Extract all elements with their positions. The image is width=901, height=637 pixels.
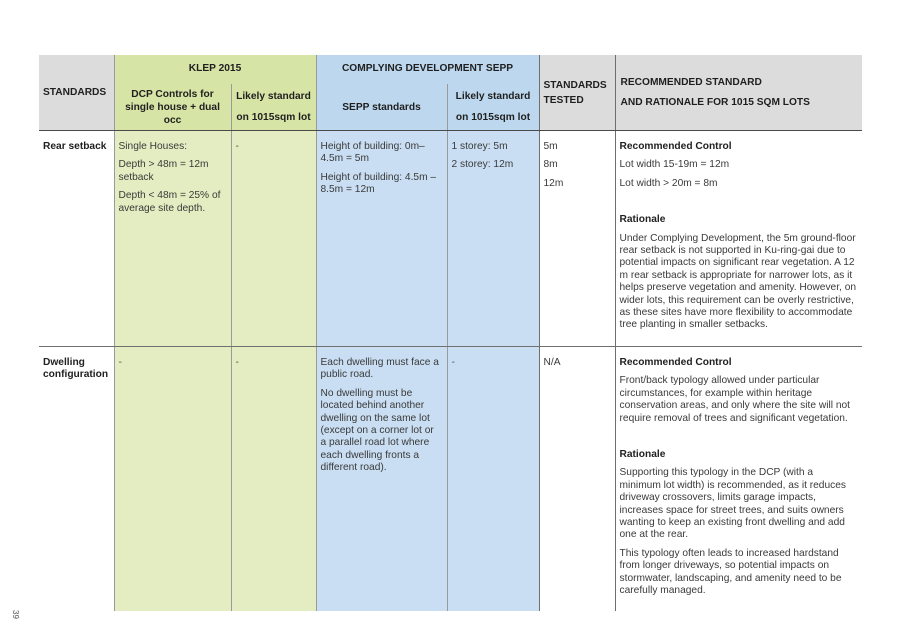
header-klep-likely: Likely standard on 1015sqm lot [231, 84, 316, 131]
standard-name: Rear setback [39, 131, 114, 347]
tested-cell: 5m 8m 12m [539, 131, 615, 347]
table-row [39, 131, 862, 347]
tested-cell: N/A [539, 346, 615, 611]
header-klep-group: KLEP 2015 [114, 55, 316, 84]
header-dcp-controls: DCP Controls for single house + dual occ [114, 84, 231, 131]
header-sepp-group: COMPLYING DEVELOPMENT SEPP [316, 55, 539, 84]
rationale-heading: Rationale [619, 448, 666, 460]
header-recommended: RECOMMENDED STANDARD AND RATIONALE FOR 1015 SQM LOTS [615, 55, 862, 131]
standard-name: Dwelling configuration [43, 356, 109, 381]
header-sepp-standards: SEPP standards [316, 84, 447, 131]
sepp-cell: Each dwelling must face a public road. No dwelling must be located behind another dwelling on the same lot (except on a corner lot or a parallel road lot where each dwelling fronts a different road). [316, 346, 447, 611]
table-row [39, 346, 862, 611]
dcp-cell: - [114, 346, 231, 611]
sepp-cell: Height of building: 0m–4.5m = 5m Height of building: 4.5m – 8.5m = 12m [316, 131, 447, 347]
klep-likely-cell: - [231, 131, 316, 347]
header-standards: STANDARDS [39, 55, 114, 131]
sepp-likely-cell: - [447, 346, 539, 611]
recommended-control-heading: Recommended Control [619, 141, 732, 152]
recommendation-cell: Recommended Control Front/back typology allowed under particular circumstances, for example within heritage conservation areas, and only where the site will not require removal of trees and significant vegetation. Rationale Supporting this typology in the DCP (with a minimum lot width) is recommended, as it reduces driveway crossovers, limits garage impacts, increases space for street trees, and suits owners wanting to keep an existing front dwelling and add one at the rear. This typology often leads to increased hardstand from longer driveways, so potential impacts on stormwater, landscaping, and amenity need to be carefully managed. [615, 346, 862, 611]
recommended-control-heading: Recommended Control [619, 356, 732, 368]
recommendation-cell: Recommended Control Lot width 15-19m = 12m Lot width > 20m = 8m Rationale Under Complying Development, the 5m ground-floor rear setback is not supported in Ku-ring-gai due to potential impacts on significant rear vegetation. A 12 m rear setback is appropriate for narrower lots, as it helps preserve vegetation and amenity. However, on wider lots, this requirement can be overly restrictive, as these sites have more flexibility to accommodate tree planting in smaller setbacks. [615, 131, 862, 347]
header-sepp-likely: Likely standard on 1015sqm lot [447, 84, 539, 131]
header-standards-tested: STANDARDS TESTED [539, 55, 615, 131]
dcp-cell: Single Houses: Depth > 48m = 12m setback Depth < 48m = 25% of average site depth. [114, 131, 231, 347]
page-number: 39 [11, 610, 20, 619]
sepp-likely-cell: 1 storey: 5m 2 storey: 12m [447, 131, 539, 347]
klep-likely-cell: - [231, 346, 316, 611]
rationale-heading: Rationale [619, 214, 666, 226]
standards-table [39, 55, 862, 611]
